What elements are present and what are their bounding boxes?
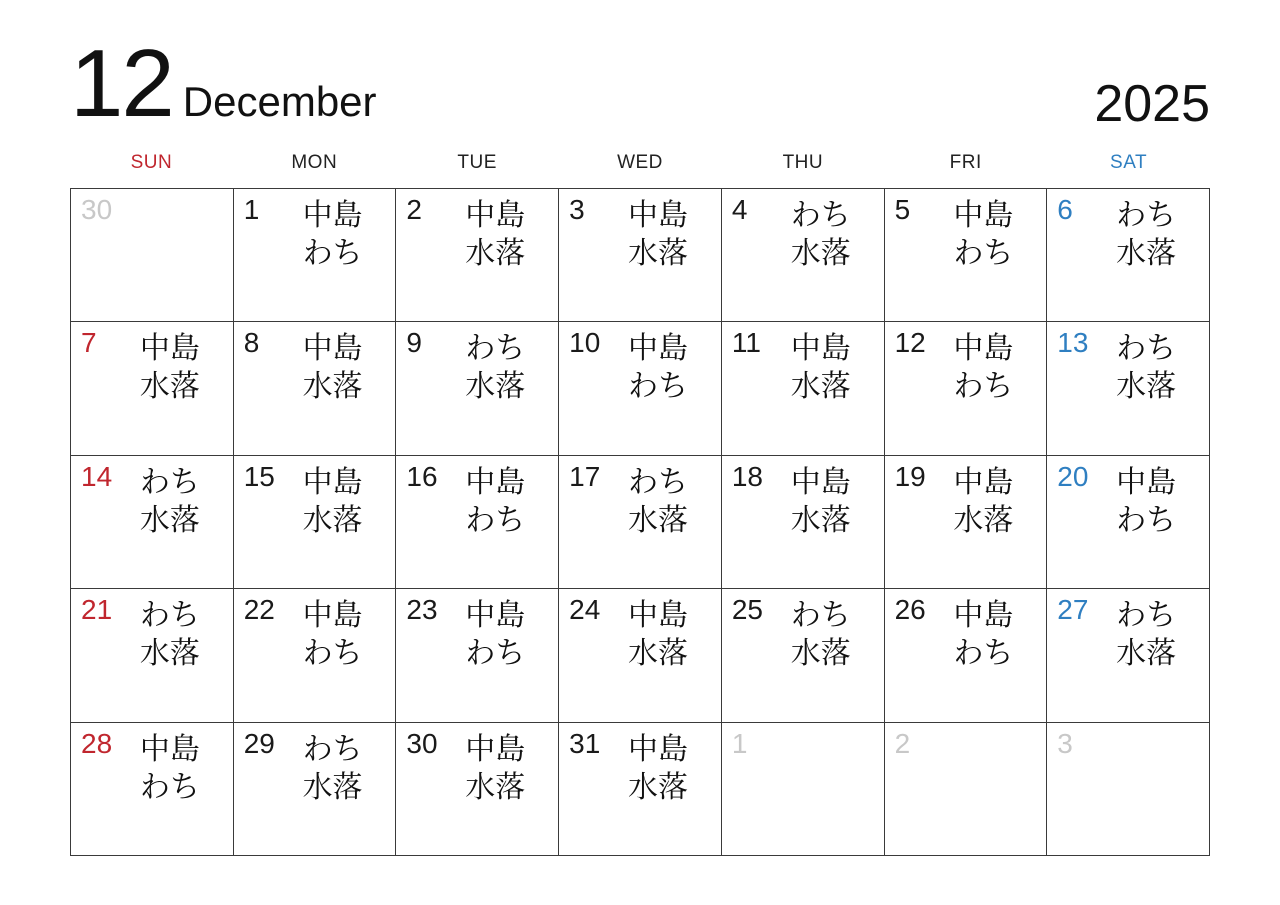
day-event[interactable]: わち [953, 637, 1014, 671]
day-events [603, 595, 713, 673]
day-event[interactable]: 中島 [302, 599, 363, 633]
weekday-label-thu: THU [782, 152, 824, 173]
day-event[interactable]: 水落 [302, 503, 363, 537]
day-event[interactable]: 中島 [1116, 465, 1177, 499]
day-number: 7 [81, 327, 97, 359]
day-events [115, 595, 225, 673]
day-events [929, 328, 1039, 406]
day-event[interactable]: 水落 [465, 770, 526, 804]
calendar-day-cell[interactable] [1047, 589, 1210, 722]
day-event[interactable]: 中島 [627, 599, 688, 633]
day-number: 21 [81, 594, 113, 626]
day-events [766, 729, 876, 731]
day-number: 10 [569, 327, 601, 359]
day-event[interactable]: 中島 [139, 332, 200, 366]
day-events [1091, 462, 1201, 540]
day-events [766, 595, 876, 673]
day-event[interactable]: わち [953, 237, 1014, 270]
day-number: 1 [731, 727, 748, 759]
calendar-day-cell[interactable] [1047, 723, 1210, 856]
day-event[interactable]: 水落 [790, 503, 851, 537]
calendar-day-cell[interactable] [234, 456, 397, 589]
day-events [603, 462, 713, 540]
day-number: 31 [569, 727, 601, 759]
day-number: 2 [894, 727, 911, 759]
calendar-day-cell[interactable] [71, 456, 234, 589]
day-event[interactable]: 中島 [953, 465, 1014, 499]
day-number: 11 [731, 327, 761, 359]
day-events [278, 462, 388, 540]
day-events [440, 195, 550, 273]
day-event[interactable]: 中島 [139, 732, 200, 766]
day-event[interactable]: 中島 [302, 199, 363, 232]
day-number: 18 [731, 460, 763, 492]
calendar-day-cell[interactable] [559, 189, 722, 322]
calendar-day-cell[interactable] [559, 322, 722, 455]
day-events [603, 195, 713, 273]
day-event[interactable]: 中島 [465, 199, 526, 232]
day-events [603, 328, 713, 406]
day-event[interactable]: 水落 [139, 637, 200, 671]
day-number: 8 [243, 327, 260, 359]
day-event[interactable]: 水落 [139, 503, 200, 537]
day-event[interactable]: わち [139, 770, 200, 804]
day-number: 22 [243, 594, 275, 626]
day-event[interactable]: わち [627, 370, 688, 404]
calendar-day-cell[interactable] [722, 723, 885, 856]
weekday-label-tue: TUE [457, 152, 497, 173]
month-number: 12 [70, 30, 173, 137]
calendar-day-cell[interactable] [1047, 456, 1210, 589]
day-event[interactable]: わち [1116, 599, 1177, 633]
day-event[interactable]: わち [1116, 332, 1177, 366]
calendar-day-cell[interactable] [885, 322, 1048, 455]
day-number: 5 [894, 194, 911, 225]
day-event[interactable]: わち [302, 237, 363, 270]
day-event[interactable]: 中島 [953, 599, 1014, 633]
day-event[interactable]: 水落 [1116, 237, 1177, 270]
calendar-day-cell[interactable] [234, 322, 397, 455]
day-event[interactable]: 中島 [627, 732, 688, 766]
day-events [766, 195, 876, 273]
calendar-day-cell[interactable] [71, 589, 234, 722]
weekday-label-fri: FRI [949, 152, 982, 173]
calendar-day-cell[interactable] [396, 723, 559, 856]
day-events [440, 462, 550, 540]
calendar-day-cell[interactable] [396, 189, 559, 322]
day-event[interactable]: わち [953, 370, 1014, 404]
day-number: 3 [1057, 727, 1073, 759]
day-event[interactable]: 中島 [627, 199, 688, 232]
day-events [440, 328, 550, 406]
day-event[interactable]: わち [790, 599, 851, 633]
weekday-label-wed: WED [617, 152, 663, 173]
day-event[interactable]: 中島 [465, 599, 526, 633]
day-event[interactable]: わち [1116, 503, 1177, 537]
day-number: 29 [243, 727, 275, 759]
day-number: 30 [406, 727, 438, 759]
calendar-day-cell[interactable] [885, 723, 1048, 856]
weekday-label-sat: SAT [1110, 152, 1148, 173]
day-event[interactable]: 中島 [627, 332, 688, 366]
day-event[interactable]: わち [790, 199, 851, 232]
day-events [1091, 195, 1201, 273]
calendar-header [70, 22, 1210, 137]
day-number: 2 [406, 194, 422, 225]
calendar-day-cell[interactable] [885, 189, 1048, 322]
day-number: 26 [894, 594, 926, 626]
calendar-day-cell[interactable] [234, 723, 397, 856]
day-event[interactable]: 水落 [627, 637, 688, 671]
month-name: December [182, 78, 377, 125]
calendar-day-cell[interactable] [234, 189, 397, 322]
day-event[interactable]: 中島 [790, 332, 851, 366]
day-number: 25 [731, 594, 763, 626]
day-events [766, 462, 876, 540]
calendar-grid [70, 188, 1210, 856]
calendar-day-cell[interactable] [559, 456, 722, 589]
day-event[interactable]: 水落 [790, 637, 851, 671]
day-events [115, 328, 225, 406]
day-event[interactable]: わち [1116, 199, 1177, 232]
calendar-day-cell[interactable] [396, 456, 559, 589]
day-events [278, 595, 388, 673]
day-event[interactable]: わち [139, 599, 200, 633]
day-events [603, 729, 713, 807]
day-event[interactable]: 水落 [627, 770, 688, 804]
day-events [278, 195, 388, 273]
day-event[interactable]: 水落 [627, 237, 688, 270]
day-events [115, 729, 225, 807]
day-events [440, 595, 550, 673]
calendar-day-cell[interactable] [71, 723, 234, 856]
day-events [929, 462, 1039, 540]
day-number: 6 [1057, 194, 1073, 225]
day-number: 27 [1057, 594, 1089, 626]
day-number: 24 [569, 594, 601, 626]
calendar-day-cell[interactable] [885, 456, 1048, 589]
calendar-day-cell[interactable] [396, 589, 559, 722]
day-event[interactable]: 中島 [465, 465, 526, 499]
day-events [115, 195, 225, 197]
calendar-day-cell[interactable] [1047, 322, 1210, 455]
day-events [929, 595, 1039, 673]
calendar-day-cell[interactable] [234, 589, 397, 722]
weekday-label-mon: MON [291, 152, 338, 173]
day-event[interactable]: わち [465, 332, 526, 366]
day-event[interactable]: 水落 [790, 370, 851, 404]
day-event[interactable]: 水落 [302, 770, 363, 804]
day-number: 3 [569, 194, 585, 225]
day-number: 9 [406, 327, 422, 359]
calendar-day-cell[interactable] [559, 589, 722, 722]
day-event[interactable]: わち [302, 637, 363, 671]
month-title [70, 30, 377, 137]
day-events [766, 328, 876, 406]
day-event[interactable]: 水落 [627, 503, 688, 537]
calendar-day-cell[interactable] [559, 723, 722, 856]
day-number: 14 [81, 460, 113, 492]
day-event[interactable]: 水落 [790, 237, 851, 270]
day-number: 20 [1057, 460, 1089, 492]
day-number: 4 [731, 194, 748, 225]
weekday-header-row [70, 152, 1210, 174]
day-events [278, 729, 388, 807]
day-event[interactable]: 水落 [953, 503, 1014, 537]
day-event[interactable]: 水落 [139, 370, 200, 404]
day-event[interactable]: 中島 [465, 732, 526, 766]
day-events [929, 729, 1039, 731]
day-number: 17 [569, 460, 601, 492]
day-events [440, 729, 550, 807]
year-label: 2025 [1094, 75, 1210, 133]
calendar-day-cell[interactable] [722, 322, 885, 455]
day-events [115, 462, 225, 540]
day-events [929, 195, 1039, 273]
day-event[interactable]: わち [139, 465, 200, 499]
day-events [1091, 729, 1201, 731]
calendar-day-cell[interactable] [396, 322, 559, 455]
day-event[interactable]: わち [627, 465, 688, 499]
calendar-day-cell[interactable] [71, 322, 234, 455]
day-number: 13 [1057, 327, 1089, 359]
day-event[interactable]: 中島 [790, 465, 851, 499]
day-event[interactable]: 水落 [302, 370, 363, 404]
day-number: 12 [894, 327, 926, 359]
day-event[interactable]: わち [465, 503, 526, 537]
day-event[interactable]: 中島 [302, 465, 363, 499]
day-event[interactable]: 水落 [1116, 370, 1177, 404]
calendar-day-cell[interactable] [885, 589, 1048, 722]
day-event[interactable]: 中島 [302, 332, 363, 366]
day-events [1091, 595, 1201, 673]
day-number: 30 [81, 194, 113, 225]
day-number: 16 [406, 460, 438, 492]
day-event[interactable]: 中島 [953, 332, 1014, 366]
day-events [278, 328, 388, 406]
day-event[interactable]: 中島 [953, 199, 1014, 232]
calendar-day-cell[interactable] [1047, 189, 1210, 322]
day-event[interactable]: 水落 [465, 370, 526, 404]
calendar-day-cell[interactable] [71, 189, 234, 322]
day-number: 19 [894, 460, 926, 492]
weekday-label-sun: SUN [130, 152, 173, 173]
calendar-day-cell[interactable] [722, 189, 885, 322]
day-number: 15 [243, 460, 275, 492]
day-event[interactable]: わち [302, 732, 363, 766]
day-events [1091, 328, 1201, 406]
day-event[interactable]: わち [465, 637, 526, 671]
calendar-day-cell[interactable] [722, 456, 885, 589]
day-number: 28 [81, 727, 113, 759]
calendar-day-cell[interactable] [722, 589, 885, 722]
day-event[interactable]: 水落 [465, 237, 526, 270]
day-event[interactable]: 水落 [1116, 637, 1177, 671]
day-number: 1 [243, 194, 260, 225]
day-number: 23 [406, 594, 438, 626]
